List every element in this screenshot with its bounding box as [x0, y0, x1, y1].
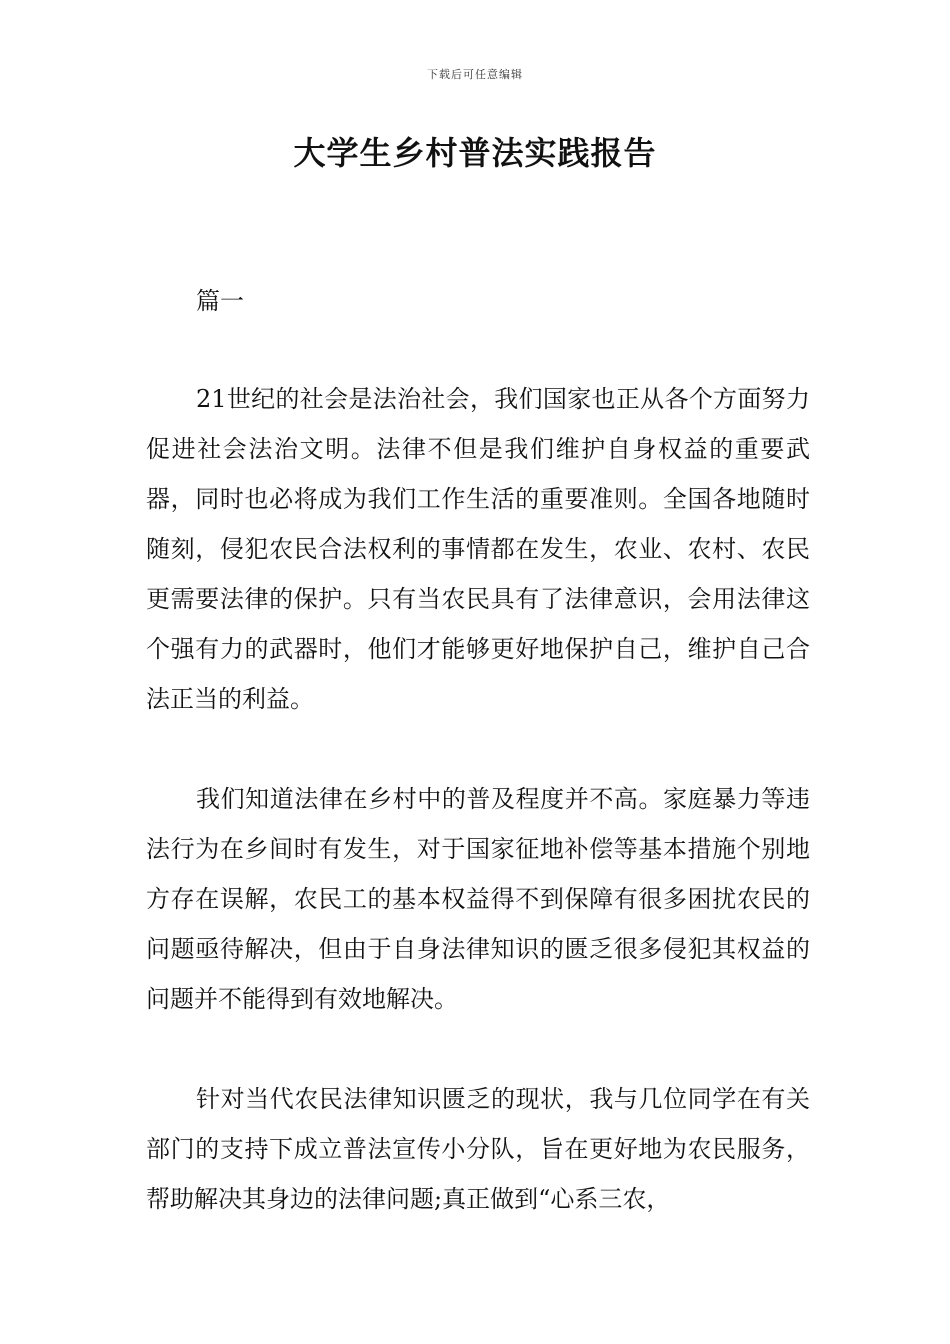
page-title: 大学生乡村普法实践报告	[293, 134, 657, 172]
header-note: 下载后可任意编辑	[427, 68, 523, 81]
paragraph-2: 我们知道法律在乡村中的普及程度并不高。家庭暴力等违法行为在乡间时有发生，对于国家征地补偿等基本措施个别地方存在误解，农民工的基本权益得不到保障有很多困扰农民的问题亟待解决，但由于自身法律知识的匮乏很多侵犯其权益的问题并不能得到有效地解决。	[146, 785, 810, 1013]
paragraph-1: 21世纪的社会是法治社会，我们国家也正从各个方面努力促进社会法治文明。法律不但是我们维护自身权益的重要武器，同时也必将成为我们工作生活的重要准则。全国各地随时随刻，侵犯农民合法权利的事情都在发生，农业、农村、农民更需要法律的保护。只有当农民具有了法律意识，会用法律这个强有力的武器时，他们才能够更好地保护自己，维护自己合法正当的利益。	[146, 385, 810, 713]
paragraph-3: 针对当代农民法律知识匮乏的现状，我与几位同学在有关部门的支持下成立普法宣传小分队，旨在更好地为农民服务，帮助解决其身边的法律问题;真正做到“心系三农，	[146, 1085, 810, 1213]
section-heading: 篇一	[196, 287, 244, 315]
